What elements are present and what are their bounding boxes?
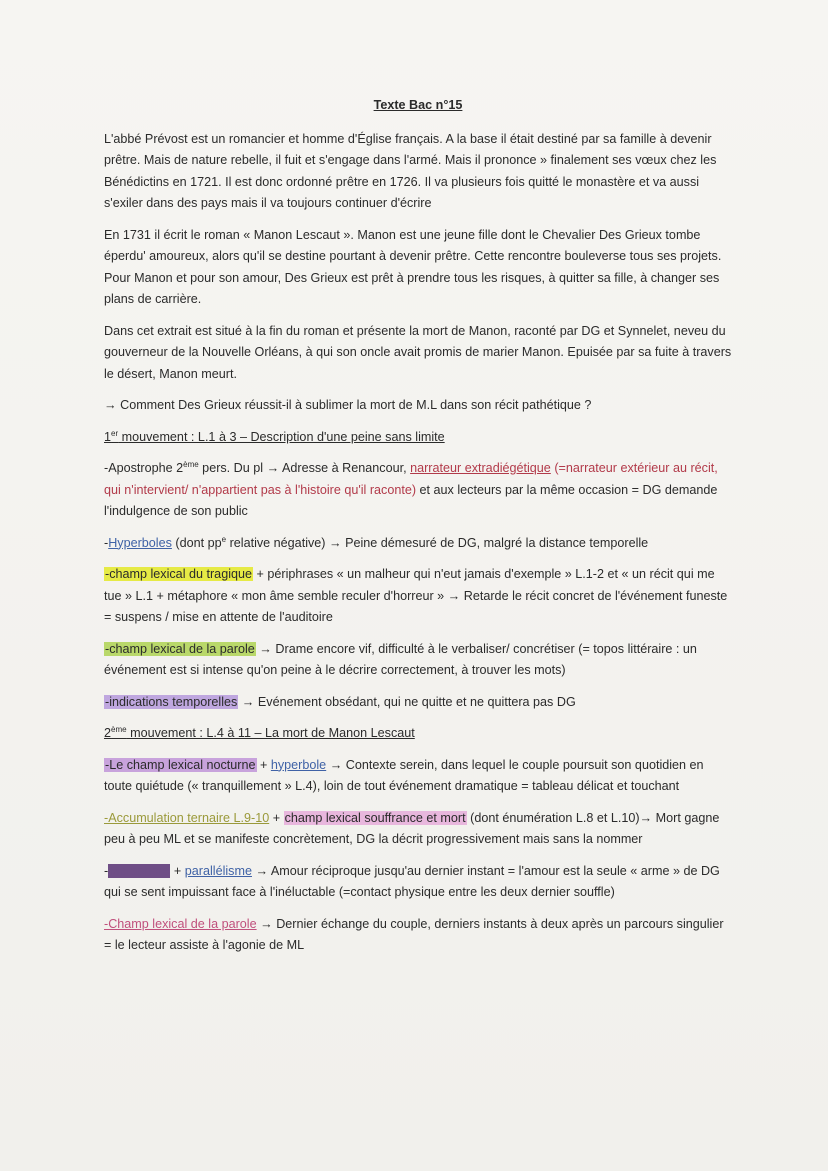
highlight-tragique: -champ lexical du tragique — [105, 567, 253, 581]
highlight-parole-2: -Champ lexical de la parole — [104, 916, 257, 931]
text-segment: relative négative) → Peine démesuré de DG, malgré la distance temporelle — [226, 535, 649, 550]
text-sup: e — [221, 534, 227, 544]
text-segment: et aux lecteurs par la même occasion = DG demande l'indulgence de son public — [104, 482, 718, 518]
movement-1-item-tragique — [104, 564, 732, 629]
highlight-souffrance: champ lexical souffrance et mort — [284, 810, 466, 825]
movement-1-title: mouvement : L.1 à 3 – Description d'une peine sans limite — [118, 429, 445, 444]
text-segment: + périphrases « un malheur qui n'eut jamais d'exemple » L.1-2 et « un récit qui me tue » L.1 + métaphore « mon âme semble reculer d'horreur » → Retarde le récit concret de l'événement funeste = suspens / mise en attente de l'auditoire — [104, 567, 728, 624]
text-segment: → Amour réciproque jusqu'au dernier instant = l'amour est la seule « arme » de DG qui se sent impuissant face à l'inéluctable (=contact physique entre les deux dernier souffle) — [104, 863, 720, 899]
text-segment: + — [256, 757, 271, 772]
document-body — [104, 95, 732, 967]
highlight-metaphore: Métaphore — [109, 863, 170, 878]
movement-2-title: mouvement : L.4 à 11 – La mort de Manon Lescaut — [126, 726, 415, 740]
text-segment: -Apostrophe 2 — [104, 461, 184, 475]
text-segment: + — [269, 810, 284, 825]
movement-2-item-nocturne — [104, 755, 732, 798]
highlight-hyperboles: Hyperboles — [108, 535, 172, 550]
text-segment: pers. Du pl → Adresse à Renancour, — [198, 461, 411, 475]
highlight-nocturne: -Le champ lexical nocturne — [105, 757, 256, 772]
movement-2-item-accumulation — [104, 808, 732, 851]
movement-1-item-parole — [104, 639, 732, 682]
movement-2-item-parole — [104, 914, 732, 957]
text-segment: - — [104, 863, 109, 878]
page-title: Texte Bac n°15 — [373, 98, 463, 112]
text-segment: + — [170, 863, 185, 878]
text-segment: → Evénement obsédant, qui ne quitte et ne quittera pas DG — [238, 694, 576, 709]
text-segment: → Contexte serein, dans lequel le couple poursuit son quotidien en toute quiétude (« tranquillement » L.4), loin de tout événement dramatique = tableau délicat et touchant — [104, 757, 704, 793]
problematic-question: → Comment Des Grieux réussit-il à sublimer la mort de M.L dans son récit pathétique ? — [104, 398, 592, 412]
highlight-parallelisme: parallélisme — [184, 863, 252, 878]
intro-paragraph-2: En 1731 il écrit le roman « Manon Lescaut ». Manon est une jeune fille dont le Chevalier Des Grieux tombe éperdu' amoureux, alors qu'il se destine pourtant à devenir prêtre. Cette rencontre bouleverse tous ses projets. Pour Manon et pour son amour, Des Grieux est prêt à prendre tous les risques, à quitter sa fille, à changer ses plans de carrière. — [104, 227, 722, 306]
movement-1-number: 1 — [104, 429, 112, 444]
movement-1-item-apostrophe — [104, 458, 732, 523]
movement-1-item-temporelles — [104, 692, 732, 714]
highlight-narrator: narrateur extradiégétique — [410, 461, 551, 475]
highlight-accumulation: -Accumulation ternaire L.9-10 — [104, 810, 270, 825]
highlight-narrator-def: (=narrateur extérieur au récit, qui n'intervient/ n'appartient pas à l'histoire qu'il raconte) — [104, 461, 718, 497]
intro-paragraph-1: L'abbé Prévost est un romancier et homme d'Église français. A la base il était destiné par sa famille à devenir prêtre. Mais de nature rebelle, il fuit et s'engage dans l'armé. Mais il prononce » finalement ses vœux chez les Bénédictins en 1721. Il est donc ordonné prêtre en 1726. Il va plusieurs fois quitté le monastère et va aussi s'exiler dans des pays mais il va toujours continuer d'écrire — [104, 131, 717, 210]
text-segment: → Drame encore vif, difficulté à le verbaliser/ concrétiser (= topos littéraire : un événement est si intense qu'on peine à le décrire correctement, à trouver les mots) — [104, 641, 697, 677]
text-sup: ème — [183, 459, 199, 469]
highlight-parole: -champ lexical de la parole — [105, 641, 255, 656]
movement-1-sup: er — [111, 428, 119, 438]
intro-paragraph-3: Dans cet extrait est situé à la fin du roman et présente la mort de Manon, raconté par DG et Synnelet, neveu du gouverneur de la Nouvelle Orléans, à qui son oncle avait promis de marier Manon. Epuisée par sa fuite à travers le désert, Manon meurt. — [104, 323, 732, 381]
text-segment: - — [104, 535, 109, 550]
text-segment: (dont pp — [171, 535, 222, 550]
highlight-temporelles: -indications temporelles — [105, 694, 238, 709]
text-segment: (dont énumération L.8 et L.10)→ Mort gagne peu à peu ML et se manifeste concrètement, DG la décrit progressivement mais sans la nommer — [104, 810, 720, 846]
movement-2-sup: ème — [111, 724, 127, 734]
movement-1-heading — [104, 427, 732, 449]
text-segment: → Dernier échange du couple, derniers instants à deux après un parcours singulier = le lecteur assiste à l'agonie de ML — [104, 916, 724, 952]
movement-2-number: 2 — [104, 726, 112, 740]
movement-2-heading — [104, 723, 732, 745]
highlight-hyperbole: hyperbole — [270, 757, 327, 772]
movement-1-item-hyperboles — [104, 533, 732, 555]
movement-2-item-metaphore — [104, 861, 732, 904]
